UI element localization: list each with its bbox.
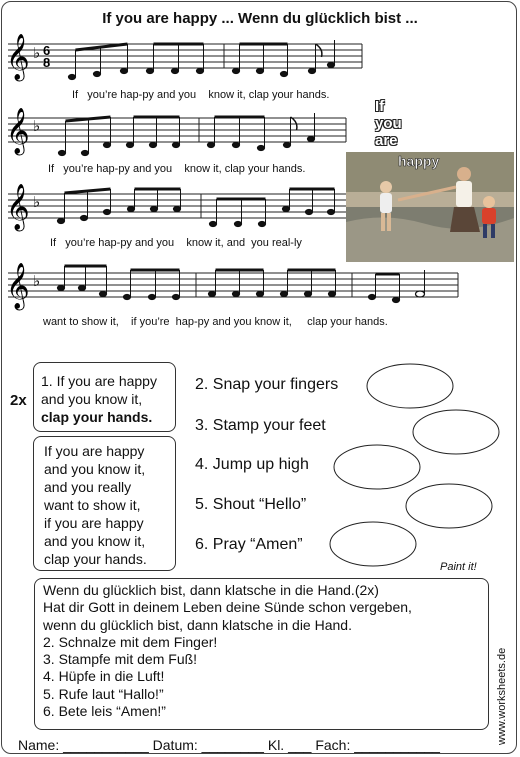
action-jump: 4. Jump up high	[195, 456, 309, 473]
lyric-line-2: If you’re hap-py and you know it, clap your hands.	[48, 163, 306, 175]
lyric-line-4: want to show it, if you’re hap-py and you know it, clap your hands.	[43, 316, 388, 328]
german-line: 2. Schnalze mit dem Finger!	[43, 633, 218, 650]
lyric-line-1: If you’re hap-py and you know it, clap your hands.	[72, 89, 330, 101]
action-pray: 6. Pray “Amen”	[195, 536, 303, 553]
flat-sign-icon: ♭	[33, 44, 41, 62]
footer-fields: Name: ___________ Datum: ________ Kl. ___ Fach: ___________	[18, 737, 440, 753]
paint-oval-1	[367, 364, 453, 408]
german-line: 5. Rufe laut “Hallo!”	[43, 685, 164, 702]
treble-clef-icon: 𝄞	[6, 108, 30, 154]
verse-2-line: If you are happy	[44, 443, 145, 459]
photo-caption-happy: happy	[398, 153, 440, 169]
paint-oval-2	[413, 410, 499, 454]
lyric-line-3: If you’re hap-py and you know it, and you real-ly	[50, 237, 302, 249]
action-shout: 5. Shout “Hello”	[195, 496, 307, 513]
verse-2-line: and you really	[44, 479, 132, 495]
site-credit: www.worksheets.de	[496, 647, 508, 745]
caption-word: are	[375, 132, 398, 149]
verse-1-line: and you know it,	[41, 391, 143, 407]
treble-clef-icon: 𝄞	[6, 184, 30, 230]
caption-word: you	[375, 115, 402, 132]
flat-sign-icon: ♭	[33, 272, 41, 290]
german-line: wenn du glücklich bist, dann klatsche in die Hand.	[43, 616, 352, 633]
verse-1-line: clap your hands.	[41, 409, 153, 425]
paint-oval-4	[406, 484, 492, 528]
verse-1-line: 1. If you are happy	[41, 373, 157, 389]
paint-oval-3	[334, 445, 420, 489]
time-sig-bottom: 8	[43, 55, 51, 70]
german-line: Hat dir Gott in deinem Leben deine Sünde schon vergeben,	[43, 599, 412, 616]
caption-word: If	[375, 98, 385, 115]
verse-2-line: if you are happy	[44, 515, 144, 531]
german-line: 4. Hüpfe in die Luft!	[43, 668, 165, 685]
flat-sign-icon: ♭	[33, 193, 41, 211]
treble-clef-icon: 𝄞	[6, 34, 30, 80]
german-verse-box	[34, 578, 489, 730]
time-sig-top: 6	[43, 43, 51, 58]
german-line: 3. Stampfe mit dem Fuß!	[43, 651, 198, 668]
german-line: Wenn du glücklich bist, dann klatsche in die Hand.(2x)	[43, 582, 379, 598]
verse-2-line: and you know it,	[44, 461, 146, 477]
paint-oval-5	[330, 522, 416, 566]
verse-2-line: clap your hands.	[44, 551, 147, 567]
page-title: If you are happy ... Wenn du glücklich bist ...	[102, 10, 418, 27]
flat-sign-icon: ♭	[33, 117, 41, 135]
repeat-label: 2x	[10, 392, 27, 409]
verse-2-line: want to show it,	[44, 497, 141, 513]
paint-note: Paint it!	[440, 561, 477, 573]
treble-clef-icon: 𝄞	[6, 263, 30, 309]
verse-2-line: and you know it,	[44, 533, 146, 549]
action-stamp: 3. Stamp your feet	[195, 417, 326, 434]
german-line: 6. Bete leis “Amen!”	[43, 703, 166, 720]
action-snap: 2. Snap your fingers	[195, 376, 339, 393]
